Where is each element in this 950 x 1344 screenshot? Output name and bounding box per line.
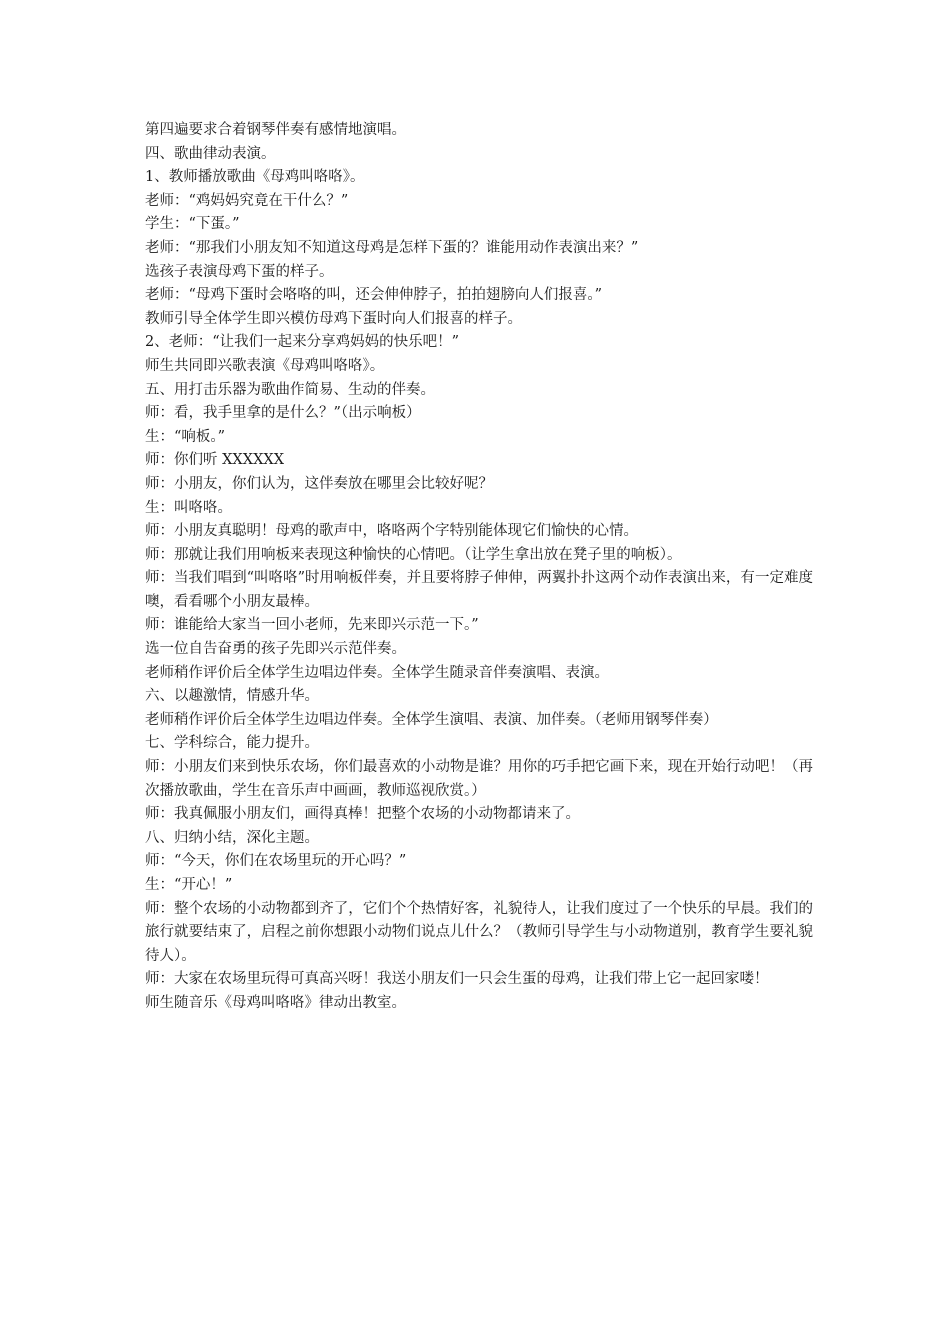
dialogue-line: 师：小朋友，你们认为，这伴奏放在哪里会比较好呢？ [145,475,493,492]
section-heading: 六、以趣激情，情感升华。 [145,688,319,705]
paragraph: 教师引导全体学生即兴模仿母鸡下蛋时向人们报喜的样子。 [145,310,522,327]
dialogue-line: 2、老师：“让我们一起来分享鸡妈妈的快乐吧！” [145,334,460,351]
section-heading: 四、歌曲律动表演。 [145,145,276,162]
dialogue-line: 师：谁能给大家当一回小老师，先来即兴示范一下。” [145,617,479,634]
section-heading: 八、归纳小结，深化主题。 [145,829,319,846]
dialogue-line: 师：看，我手里拿的是什么？”（出示响板） [145,405,421,422]
paragraph: 1、教师播放歌曲《母鸡叫咯咯》。 [145,169,365,186]
dialogue-line: 老师：“鸡妈妈究竟在干什么？” [145,192,349,209]
dialogue-line: 生：叫咯咯。 [145,499,232,516]
dialogue-line: 老师：“母鸡下蛋时会咯咯的叫，还会伸伸脖子，拍拍翅膀向人们报喜。” [145,287,603,304]
dialogue-line: 师：“今天，你们在农场里玩的开心吗？” [145,853,407,870]
dialogue-line: 师：小朋友们来到快乐农场，你们最喜欢的小动物是谁？用你的巧手把它画下来，现在开始行动吧！（再次播放歌曲，学生在音乐声中画画，教师巡视欣赏。） [145,759,813,799]
dialogue-line: 师：大家在农场里玩得可真高兴呀！我送小朋友们一只会生蛋的母鸡，让我们带上它一起回家喽！ [145,971,769,988]
document-page [145,119,813,1016]
paragraph: 师生随音乐《母鸡叫咯咯》律动出教室。 [145,994,406,1011]
dialogue-line: 生：“开心！” [145,877,233,893]
paragraph: 老师稍作评价后全体学生边唱边伴奏。全体学生演唱、表演、加伴奏。（老师用钢琴伴奏） [145,711,718,728]
section-heading: 五、用打击乐器为歌曲作简易、生动的伴奏。 [145,381,435,398]
paragraph: 选孩子表演母鸡下蛋的样子。 [145,263,334,280]
dialogue-line: 学生：“下蛋。” [145,216,240,233]
dialogue-line: 师：小朋友真聪明！母鸡的歌声中，咯咯两个字特别能体现它们愉快的心情。 [145,523,638,540]
dialogue-line: 师：你们听 XXXXXX [145,452,285,469]
dialogue-line: 师：整个农场的小动物都到齐了，它们个个热情好客，礼貌待人，让我们度过了一个快乐的早晨。我们的旅行就要结束了，启程之前你想跟小动物们说点儿什么？（教师引导学生与小动物道别，教育学生要礼貌待人）。 [145,900,813,964]
section-heading: 七、学科综合，能力提升。 [145,735,319,752]
dialogue-line: 师：我真佩服小朋友们，画得真棒！把整个农场的小动物都请来了。 [145,806,580,823]
paragraph: 第四遍要求合着钢琴伴奏有感情地演唱。 [145,122,406,138]
paragraph: 选一位自告奋勇的孩子先即兴示范伴奏。 [145,641,406,658]
paragraph: 师生共同即兴歌表演《母鸡叫咯咯》。 [145,357,385,374]
dialogue-line: 师：当我们唱到“叫咯咯”时用响板伴奏，并且要将脖子伸伸，两翼扑扑这两个动作表演出来，有一定难度噢，看看哪个小朋友最棒。 [145,570,813,610]
dialogue-line: 老师：“那我们小朋友知不知道这母鸡是怎样下蛋的？谁能用动作表演出来？” [145,239,639,256]
paragraph: 老师稍作评价后全体学生边唱边伴奏。全体学生随录音伴奏演唱、表演。 [145,664,609,681]
dialogue-line: 生：“响板。” [145,428,226,445]
dialogue-line: 师：那就让我们用响板来表现这种愉快的心情吧。（让学生拿出放在凳子里的响板）。 [145,546,682,563]
